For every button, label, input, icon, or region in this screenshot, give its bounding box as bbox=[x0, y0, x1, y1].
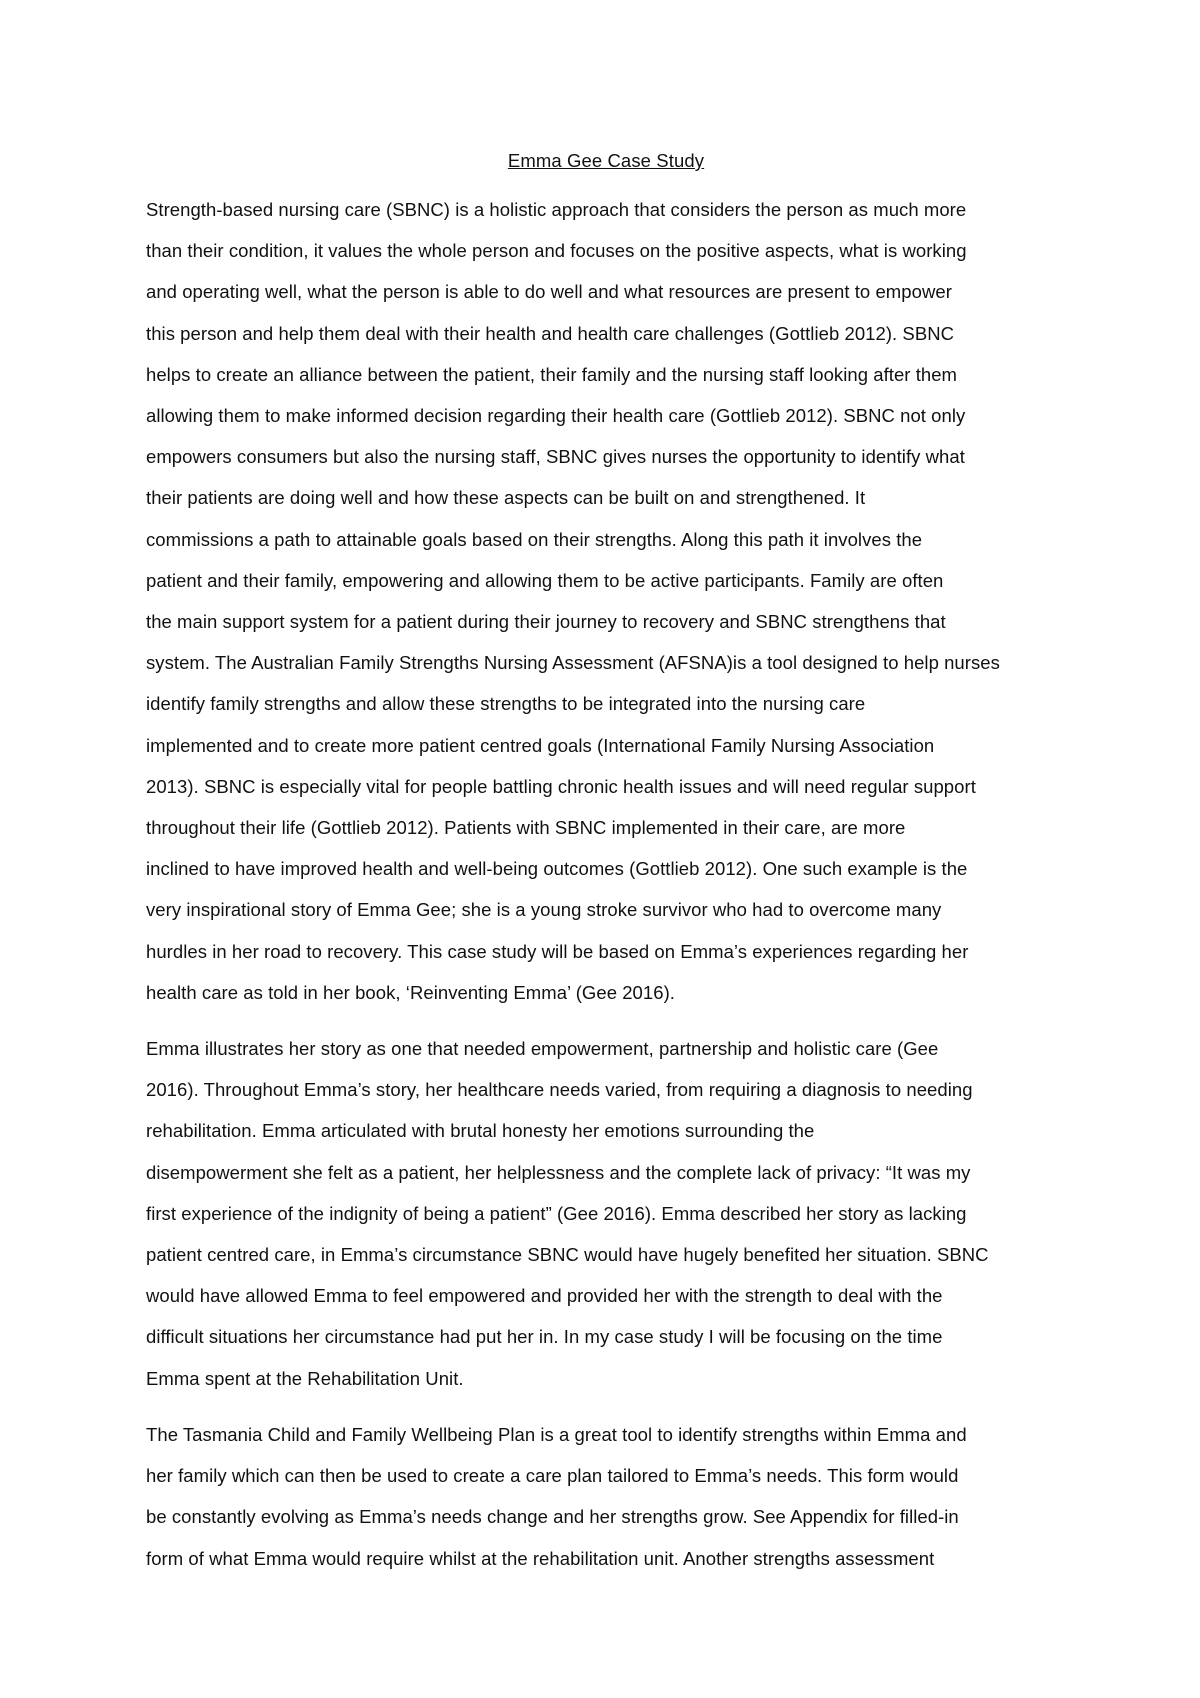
text-line: disempowerment she felt as a patient, her helplessness and the complete lack of privacy: “It was my bbox=[146, 1161, 971, 1183]
text-line: 2016). Throughout Emma’s story, her healthcare needs varied, from requiring a diagnosis to needing bbox=[146, 1079, 973, 1101]
text-line: helps to create an alliance between the patient, their family and the nursing staff looking after them bbox=[146, 363, 958, 385]
text-line: this person and help them deal with their health and health care challenges (Gottlieb 2012). SBNC bbox=[146, 322, 955, 344]
text-line: The Tasmania Child and Family Wellbeing Plan is a great tool to identify strengths within Emma and bbox=[146, 1423, 967, 1445]
text-line: would have allowed Emma to feel empowered and provided her with the strength to deal with the bbox=[146, 1285, 943, 1307]
text-line: empowers consumers but also the nursing staff, SBNC gives nurses the opportunity to identify what bbox=[146, 446, 965, 468]
text-line: throughout their life (Gottlieb 2012). Patients with SBNC implemented in their care, are more bbox=[146, 817, 906, 839]
text-line: Emma illustrates her story as one that needed empowerment, partnership and holistic care (Gee bbox=[146, 1038, 939, 1060]
text-line: inclined to have improved health and well-being outcomes (Gottlieb 2012). One such example is the bbox=[146, 858, 968, 880]
text-line: patient and their family, empowering and allowing them to be active participants. Family are often bbox=[146, 569, 944, 591]
text-line: implemented and to create more patient centred goals (International Family Nursing Association bbox=[146, 734, 935, 756]
document-body bbox=[146, 146, 1066, 1594]
text-line: allowing them to make informed decision regarding their health care (Gottlieb 2012). SBNC not only bbox=[146, 405, 966, 427]
text-line: and operating well, what the person is able to do well and what resources are present to empower bbox=[146, 281, 952, 303]
text-line: than their condition, it values the whole person and focuses on the positive aspects, what is working bbox=[146, 240, 967, 262]
text-line: hurdles in her road to recovery. This case study will be based on Emma’s experiences regarding her bbox=[146, 940, 969, 962]
paragraph bbox=[146, 1414, 1066, 1579]
text-line: form of what Emma would require whilst at the rehabilitation unit. Another strengths assessment bbox=[146, 1547, 935, 1569]
text-line: patient centred care, in Emma’s circumstance SBNC would have hugely benefited her situation. SBNC bbox=[146, 1244, 989, 1266]
text-line: her family which can then be used to create a care plan tailored to Emma’s needs. This form would bbox=[146, 1465, 959, 1487]
paragraph bbox=[146, 189, 1066, 1013]
paragraph-list bbox=[146, 189, 1066, 1579]
document-title: Emma Gee Case Study bbox=[507, 150, 705, 171]
text-line: 2013). SBNC is especially vital for people battling chronic health issues and will need regular support bbox=[146, 775, 976, 797]
text-line: identify family strengths and allow these strengths to be integrated into the nursing care bbox=[146, 693, 866, 715]
text-line: be constantly evolving as Emma’s needs change and her strengths grow. See Appendix for filled-in bbox=[146, 1506, 959, 1528]
text-line: commissions a path to attainable goals based on their strengths. Along this path it involves the bbox=[146, 528, 923, 550]
text-line: system. The Australian Family Strengths Nursing Assessment (AFSNA)is a tool designed to help nurses bbox=[146, 652, 1000, 674]
text-line: rehabilitation. Emma articulated with brutal honesty her emotions surrounding the bbox=[146, 1120, 815, 1142]
text-line: Strength-based nursing care (SBNC) is a holistic approach that considers the person as much more bbox=[146, 199, 967, 220]
text-line: first experience of the indignity of being a patient” (Gee 2016). Emma described her story as lacking bbox=[146, 1202, 967, 1224]
paragraph bbox=[146, 1028, 1066, 1399]
text-line: the main support system for a patient during their journey to recovery and SBNC strengthens that bbox=[146, 611, 946, 633]
text-line: difficult situations her circumstance had put her in. In my case study I will be focusing on the time bbox=[146, 1326, 943, 1348]
text-line: Emma spent at the Rehabilitation Unit. bbox=[146, 1367, 464, 1389]
text-line: their patients are doing well and how these aspects can be built on and strengthened. It bbox=[146, 487, 866, 509]
text-line: very inspirational story of Emma Gee; she is a young stroke survivor who had to overcome many bbox=[146, 899, 942, 921]
text-line: health care as told in her book, ‘Reinventing Emma’ (Gee 2016). bbox=[146, 981, 675, 1003]
